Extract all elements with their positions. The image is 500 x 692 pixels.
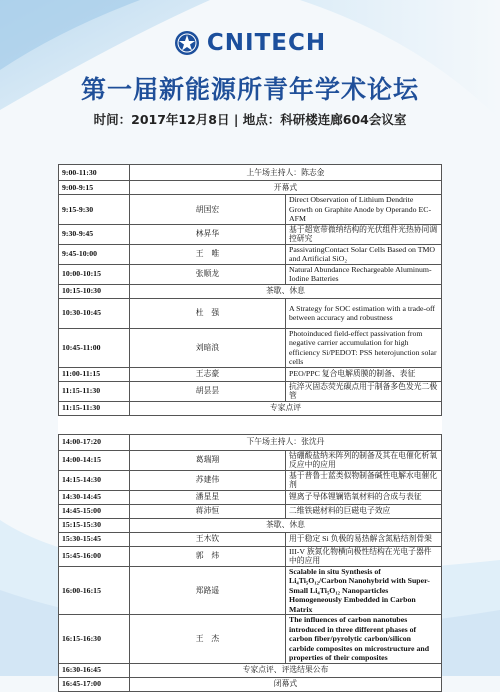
time-cell: 10:45-11:00 xyxy=(59,328,130,367)
session-gap xyxy=(59,415,442,434)
time-cell: 9:15-9:30 xyxy=(59,195,130,225)
time-cell: 14:30-14:45 xyxy=(59,490,130,504)
schedule-row xyxy=(59,181,442,195)
schedule-row xyxy=(59,490,442,504)
speaker-cell: 葛瑞翔 xyxy=(130,450,286,470)
speaker-cell: 杜 强 xyxy=(130,298,286,328)
schedule-row xyxy=(59,470,442,490)
gap-cell xyxy=(59,415,442,434)
speaker-cell: 张顺龙 xyxy=(130,264,286,284)
item-cell: 茶歇、休息 xyxy=(130,518,442,532)
topic-cell: 钴硼酸盐纳米阵列的制备及其在电催化析氧反应中的应用 xyxy=(286,450,442,470)
item-cell: 专家点评 xyxy=(130,401,442,415)
event-time-location: 时间：2017年12月8日 | 地点：科研楼连廊604会议室 xyxy=(93,112,407,127)
schedule-row xyxy=(59,663,442,677)
topic-cell: The influences of carbon nanotubes introduced in three different phases of carbon fiber/pyrolytic carbon/silicon carbide composites on microstructure and properties of their composites xyxy=(286,615,442,664)
time-cell: 10:30-10:45 xyxy=(59,298,130,328)
time-cell: 16:45-17:00 xyxy=(59,677,130,691)
topic-cell: Direct Observation of Lithium Dendrite Growth on Graphite Anode by Operando EC-AFM xyxy=(286,195,442,225)
schedule-row xyxy=(59,546,442,566)
time-cell: 14:00-17:20 xyxy=(59,434,130,450)
schedule-row xyxy=(59,328,442,367)
page-title: 第一届新能源所青年学术论坛 xyxy=(80,75,419,104)
time-cell: 16:15-16:30 xyxy=(59,615,130,664)
topic-cell: 基于超宽带微纳结构的光伏组件光热协同调控研究 xyxy=(286,224,442,244)
time-cell: 10:00-10:15 xyxy=(59,264,130,284)
speaker-cell: 王 杰 xyxy=(130,615,286,664)
schedule-row xyxy=(59,284,442,298)
schedule-row xyxy=(59,450,442,470)
topic-cell: Photoinduced field-effect passivation from negative carrier accumulation for high efficiency Si/PEDOT: PSS heterojunction solar cells xyxy=(286,328,442,367)
speaker-cell: 苏建伟 xyxy=(130,470,286,490)
time-cell: 14:00-14:15 xyxy=(59,450,130,470)
schedule-row xyxy=(59,244,442,264)
brand-logo xyxy=(0,26,500,60)
speaker-cell: 王 唯 xyxy=(130,244,286,264)
topic-cell: 抗淬灭固态荧光碳点用于制备多色发光二极管 xyxy=(286,381,442,401)
speaker-cell: 胡国宏 xyxy=(130,195,286,225)
time-cell: 14:15-14:30 xyxy=(59,470,130,490)
time-cell: 16:30-16:45 xyxy=(59,663,130,677)
schedule-row xyxy=(59,518,442,532)
item-cell: 专家点评、评选结果公布 xyxy=(130,663,442,677)
schedule-row xyxy=(59,504,442,518)
speaker-cell: 蒋沛恒 xyxy=(130,504,286,518)
topic-cell: III-V 族氮化物横向极性结构在光电子器件中的应用 xyxy=(286,546,442,566)
host-cell: 上午场主持人：陈志金 xyxy=(130,165,442,181)
item-cell: 茶歇、休息 xyxy=(130,284,442,298)
topic-cell: Natural Abundance Rechargeable Aluminum-Iodine Batteries xyxy=(286,264,442,284)
speaker-cell: 王木钦 xyxy=(130,532,286,546)
schedule-row xyxy=(59,381,442,401)
time-cell: 9:30-9:45 xyxy=(59,224,130,244)
schedule-row xyxy=(59,224,442,244)
speaker-cell: 王志豪 xyxy=(130,367,286,381)
time-cell: 16:00-16:15 xyxy=(59,566,130,615)
schedule-row xyxy=(59,264,442,284)
speaker-cell: 林昇华 xyxy=(130,224,286,244)
cnitech-emblem-icon xyxy=(174,30,200,56)
time-cell: 10:15-10:30 xyxy=(59,284,130,298)
topic-cell: Scalable in situ Synthesis of Li₄Ti₅O₁₂/Carbon Nanohybrid with Super-Small Li₄Ti₅O₁₂ Nanoparticles Homogeneously Embedded in Carbon Matrix xyxy=(286,566,442,615)
schedule-row xyxy=(59,298,442,328)
time-cell: 11:15-11:30 xyxy=(59,381,130,401)
schedule-row xyxy=(59,195,442,225)
speaker-cell: 潘星星 xyxy=(130,490,286,504)
schedule-row xyxy=(59,677,442,691)
schedule-row xyxy=(59,615,442,664)
item-cell: 开幕式 xyxy=(130,181,442,195)
speaker-cell: 郑路遥 xyxy=(130,566,286,615)
schedule-row xyxy=(59,566,442,615)
schedule-row xyxy=(59,532,442,546)
speaker-cell: 刘暗浪 xyxy=(130,328,286,367)
topic-cell: 锂离子导体锂镧锆氧材料的合成与表征 xyxy=(286,490,442,504)
topic-cell: PassivatingContact Solar Cells Based on TMO and Artificial SiO₂ xyxy=(286,244,442,264)
topic-cell: PEO/PPC 复合电解质膜的制备、表征 xyxy=(286,367,442,381)
item-cell: 闭幕式 xyxy=(130,677,442,691)
time-cell: 15:30-15:45 xyxy=(59,532,130,546)
time-cell: 9:00-9:15 xyxy=(59,181,130,195)
session-host-row xyxy=(59,434,442,450)
time-cell: 15:45-16:00 xyxy=(59,546,130,566)
schedule-table xyxy=(58,164,442,692)
time-cell: 9:45-10:00 xyxy=(59,244,130,264)
time-cell: 11:15-11:30 xyxy=(59,401,130,415)
time-cell: 11:00-11:15 xyxy=(59,367,130,381)
topic-cell: A Strategy for SOC estimation with a trade-off between accuracy and robustness xyxy=(286,298,442,328)
topic-cell: 用于稳定 Si 负极的易热解含氮粘结剂骨架 xyxy=(286,532,442,546)
brand-name: CNITECH xyxy=(206,30,327,56)
time-cell: 14:45-15:00 xyxy=(59,504,130,518)
session-host-row xyxy=(59,165,442,181)
topic-cell: 二维铁磁材料的巨磁电子效应 xyxy=(286,504,442,518)
time-cell: 9:00-11:30 xyxy=(59,165,130,181)
speaker-cell: 郭 炜 xyxy=(130,546,286,566)
topic-cell: 基于普鲁士蓝类似物制备碱性电解水电催化剂 xyxy=(286,470,442,490)
time-cell: 15:15-15:30 xyxy=(59,518,130,532)
schedule-row xyxy=(59,367,442,381)
host-cell: 下午场主持人：张沈丹 xyxy=(130,434,442,450)
schedule-row xyxy=(59,401,442,415)
speaker-cell: 胡昙昙 xyxy=(130,381,286,401)
